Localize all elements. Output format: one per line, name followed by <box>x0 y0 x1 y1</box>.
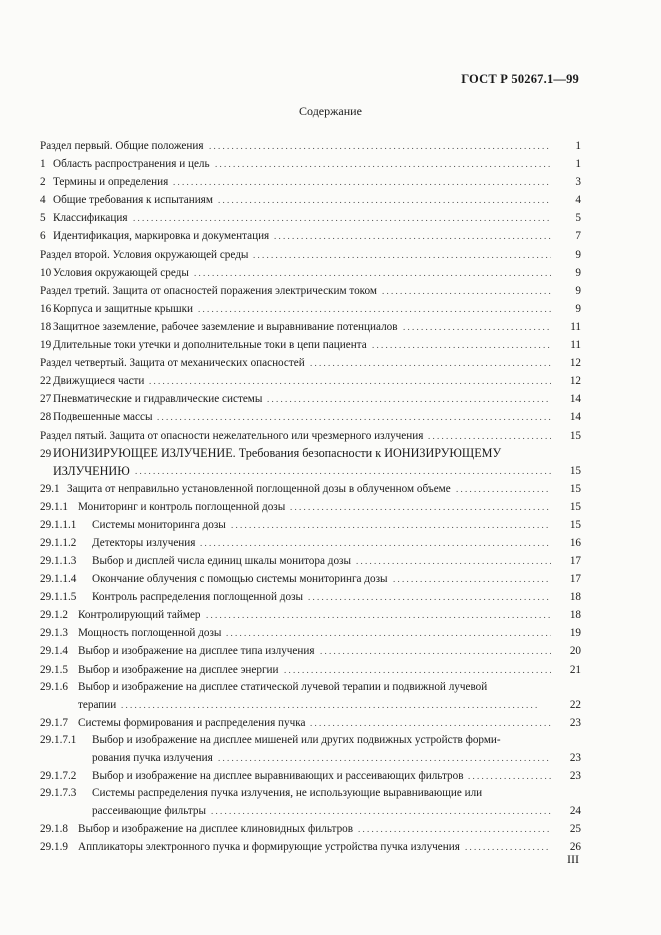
toc-entry-page: 7 <box>575 230 581 243</box>
toc-entry-number: 2 <box>40 176 46 189</box>
toc-entry-title-continued: терапии <box>78 698 117 711</box>
toc-entry <box>40 588 581 606</box>
toc-entry-page: 5 <box>575 212 581 225</box>
toc-entry <box>40 679 581 714</box>
toc-entry <box>40 642 581 660</box>
toc-entry <box>40 227 581 245</box>
toc-entry-page: 25 <box>569 822 581 835</box>
toc-entry-number: 29.1.9 <box>40 840 68 853</box>
toc-entry-title-continued: рассеивающие фильтры <box>92 804 207 817</box>
toc-entry-title: Окончание облучения с помощью системы мониторинга дозы <box>92 573 388 586</box>
toc-entry <box>40 264 581 282</box>
toc-entry <box>40 498 581 516</box>
toc-entry-title-continued: ИЗЛУЧЕНИЮ <box>53 463 130 478</box>
toc-entry-number: 18 <box>40 320 52 333</box>
toc-entry-number: 10 <box>40 266 52 279</box>
toc-entry-page: 22 <box>569 698 581 711</box>
toc-entry-title: Общие требования к испытаниям <box>53 194 213 207</box>
toc-entry <box>40 354 581 372</box>
page-number: III <box>567 852 579 866</box>
dot-leader <box>157 408 551 426</box>
toc-entry-page: 15 <box>569 429 581 442</box>
toc-entry <box>40 246 581 264</box>
toc-entry <box>40 534 581 552</box>
toc-entry-page: 23 <box>569 751 581 764</box>
dot-leader <box>308 588 551 606</box>
toc-entry-page: 9 <box>575 284 581 297</box>
dot-leader <box>274 227 551 245</box>
toc-entry-title: Мониторинг и контроль поглощенной дозы <box>78 500 286 513</box>
toc-entry-title: Раздел третий. Защита от опасностей поражения электрическим током <box>40 284 377 297</box>
toc-entry-page: 17 <box>569 573 581 586</box>
dot-leader <box>218 749 551 767</box>
toc-entry-title: Системы мониторинга дозы <box>92 518 226 531</box>
toc-entry-title: Выбор и изображение на дисплее статической лучевой терапии и подвижной лучевой <box>78 680 488 693</box>
toc-entry-number: 28 <box>40 411 52 424</box>
toc-entry-title: Длительные токи утечки и дополнительные токи в цепи пациента <box>53 339 367 352</box>
toc-entry-page: 12 <box>569 375 581 388</box>
toc-entry-title: Системы распределения пучка излучения, не использующие выравнивающие или <box>92 786 483 799</box>
toc-entry-page: 9 <box>575 302 581 315</box>
dot-leader <box>194 264 551 282</box>
toc-entry-title: Выбор и дисплей числа единиц шкалы монитора дозы <box>92 554 351 567</box>
toc-entry-page: 4 <box>575 194 581 207</box>
toc-entry-number: 4 <box>40 194 46 207</box>
toc-entry <box>40 282 581 300</box>
toc-entry-number: 29.1.1.1 <box>40 518 77 531</box>
toc-entry-title: Раздел второй. Условия окружающей среды <box>40 248 249 261</box>
toc-entry-page: 15 <box>569 500 581 513</box>
dot-leader <box>456 480 551 498</box>
toc-entry <box>40 209 581 227</box>
dot-leader <box>372 336 551 354</box>
dot-leader <box>215 155 551 173</box>
document-header: ГОСТ Р 50267.1—99 <box>461 72 579 86</box>
toc-entry-number: 29 <box>40 447 52 460</box>
toc-entry-number: 29.1.2 <box>40 609 68 622</box>
toc-entry-number: 29.1.8 <box>40 822 68 835</box>
toc-entry-title: Условия окружающей среды <box>53 266 189 279</box>
toc-entry-title: Детекторы излучения <box>92 536 196 549</box>
toc-entry <box>40 191 581 209</box>
toc-entry-title: ИОНИЗИРУЮЩЕЕ ИЗЛУЧЕНИЕ. Требования безопасности к ИОНИЗИРУЮЩЕМУ <box>53 445 502 460</box>
dot-leader <box>231 516 551 534</box>
toc-entry-page: 11 <box>570 320 581 333</box>
toc-entry-number: 5 <box>40 212 46 225</box>
toc-entry-title: Выбор и изображение на дисплее клиновидных фильтров <box>78 822 354 835</box>
dot-leader <box>198 300 551 318</box>
toc-entry-number: 29.1.1.2 <box>40 536 77 549</box>
dot-leader <box>393 570 551 588</box>
toc-entry-page: 16 <box>569 536 581 549</box>
toc-entry <box>40 767 581 785</box>
toc-entry-page: 17 <box>569 554 581 567</box>
dot-leader <box>290 498 551 516</box>
toc-entry <box>40 624 581 642</box>
toc-entry-title: Раздел первый. Общие положения <box>40 140 204 152</box>
dot-leader <box>310 354 551 372</box>
toc-entry <box>40 516 581 534</box>
toc-entry <box>40 155 581 173</box>
toc-entry-title: Выбор и изображение на дисплее типа излучения <box>78 645 315 658</box>
toc-entry-title: Защита от неправильно установленной поглощенной дозы в облученном объеме <box>67 482 451 495</box>
dot-leader <box>218 191 551 209</box>
toc-entry <box>40 390 581 408</box>
toc-entry-number: 1 <box>40 158 46 171</box>
toc-entry-title: Подвешенные массы <box>53 411 153 424</box>
toc-entry-page: 23 <box>569 716 581 729</box>
dot-leader <box>403 318 551 336</box>
toc-entry-number: 16 <box>40 302 52 315</box>
toc-entry-title: Классификация <box>53 212 128 225</box>
dot-leader <box>267 390 551 408</box>
dot-leader <box>356 552 551 570</box>
toc-entry-page: 9 <box>575 266 581 279</box>
toc-entry-number: 29.1.7.2 <box>40 769 77 782</box>
toc-entry <box>40 427 581 445</box>
toc-entry-page: 15 <box>569 518 581 531</box>
dot-leader <box>173 173 551 191</box>
toc-entry-number: 29.1.5 <box>40 663 68 676</box>
toc-entry-title: Раздел четвертый. Защита от механических опасностей <box>40 357 305 370</box>
toc-entry-page: 14 <box>569 411 581 424</box>
toc-entry-page: 1 <box>575 158 581 171</box>
toc-entry <box>40 445 581 480</box>
page-title: Содержание <box>299 104 362 118</box>
dot-leader <box>149 372 551 390</box>
toc-entry <box>40 173 581 191</box>
toc-entry-title: Защитное заземление, рабочее заземление и выравнивание потенциалов <box>53 320 398 333</box>
toc-entry-page: 11 <box>570 339 581 352</box>
toc-entry-title: Аппликаторы электронного пучка и формирующие устройства пучка излучения <box>78 840 460 853</box>
dot-leader <box>253 246 551 264</box>
toc-entry-number: 29.1.7 <box>40 716 68 729</box>
dot-leader <box>211 802 551 820</box>
dot-leader <box>468 767 551 785</box>
toc-entry-title: Идентификация, маркировка и документация <box>53 230 270 243</box>
toc-entry-title: Раздел пятый. Защита от опасности нежелательного или чрезмерного излучения <box>40 429 424 442</box>
table-of-contents <box>40 137 581 856</box>
toc-entry-title: Корпуса и защитные крышки <box>53 302 194 315</box>
toc-entry-number: 29.1.1.5 <box>40 591 77 604</box>
toc-entry-title-continued: рования пучка излучения <box>92 751 213 764</box>
toc-entry-number: 27 <box>40 393 52 406</box>
toc-entry <box>40 552 581 570</box>
toc-entry-page: 20 <box>569 645 581 658</box>
toc-entry <box>40 300 581 318</box>
toc-entry-title: Выбор и изображение на дисплее мишеней или других подвижных устройств форми- <box>92 733 501 746</box>
toc-entry-number: 22 <box>40 375 52 388</box>
toc-entry-number: 29.1.1 <box>40 500 68 513</box>
dot-leader <box>133 209 551 227</box>
toc-entry-page: 19 <box>569 627 581 640</box>
toc-entry-page: 15 <box>569 464 581 477</box>
toc-entry-page: 18 <box>569 609 581 622</box>
toc-entry <box>40 785 581 820</box>
toc-entry-title: Мощность поглощенной дозы <box>78 627 222 640</box>
toc-entry-number: 29.1.3 <box>40 627 68 640</box>
toc-entry-title: Выбор и изображение на дисплее энергии <box>78 663 279 676</box>
toc-entry-page: 26 <box>569 840 581 853</box>
toc-entry-number: 6 <box>40 230 46 243</box>
toc-entry-page: 3 <box>575 176 581 189</box>
toc-entry-title: Движущиеся части <box>53 375 145 388</box>
toc-entry <box>40 372 581 390</box>
toc-entry-title: Выбор и изображение на дисплее выравнивающих и рассеивающих фильтров <box>92 769 464 782</box>
toc-entry <box>40 661 581 679</box>
toc-entry-page: 1 <box>575 140 581 152</box>
dot-leader <box>382 282 551 300</box>
dot-leader <box>358 820 551 838</box>
dot-leader <box>209 137 551 155</box>
toc-entry-page: 24 <box>569 804 581 817</box>
dot-leader <box>121 696 551 714</box>
toc-entry-page: 15 <box>569 482 581 495</box>
dot-leader <box>226 624 551 642</box>
toc-entry-page: 9 <box>575 248 581 261</box>
toc-entry-page: 12 <box>569 357 581 370</box>
toc-entry-title: Область распространения и цель <box>53 158 210 171</box>
toc-entry <box>40 820 581 838</box>
toc-entry <box>40 137 581 155</box>
toc-entry-title: Контроль распределения поглощенной дозы <box>92 591 304 604</box>
toc-entry-title: Системы формирования и распределения пучка <box>78 716 306 729</box>
toc-entry <box>40 838 581 856</box>
dot-leader <box>465 838 551 856</box>
toc-entry <box>40 732 581 767</box>
toc-entry-title: Пневматические и гидравлические системы <box>53 393 263 406</box>
toc-entry <box>40 714 581 732</box>
toc-entry-page: 18 <box>569 591 581 604</box>
toc-entry <box>40 606 581 624</box>
toc-entry-number: 29.1.1.4 <box>40 573 77 586</box>
toc-entry-number: 29.1 <box>40 482 60 495</box>
toc-entry <box>40 480 581 498</box>
dot-leader <box>206 606 551 624</box>
toc-entry-title: Контролирующий таймер <box>78 609 201 622</box>
dot-leader <box>135 462 551 480</box>
dot-leader <box>320 642 551 660</box>
dot-leader <box>428 427 551 445</box>
toc-entry-number: 19 <box>40 339 52 352</box>
toc-entry-title: Термины и определения <box>53 176 169 189</box>
dot-leader <box>200 534 551 552</box>
toc-entry <box>40 408 581 426</box>
toc-entry-number: 29.1.7.1 <box>40 733 77 746</box>
toc-entry-number: 29.1.4 <box>40 645 68 658</box>
toc-entry-page: 14 <box>569 393 581 406</box>
toc-entry-page: 21 <box>569 663 581 676</box>
toc-entry-number: 29.1.1.3 <box>40 554 77 567</box>
dot-leader <box>284 661 551 679</box>
toc-entry <box>40 570 581 588</box>
toc-entry-number: 29.1.6 <box>40 680 68 693</box>
dot-leader <box>310 714 551 732</box>
toc-entry <box>40 336 581 354</box>
toc-entry-number: 29.1.7.3 <box>40 786 77 799</box>
toc-entry <box>40 318 581 336</box>
toc-entry-page: 23 <box>569 769 581 782</box>
